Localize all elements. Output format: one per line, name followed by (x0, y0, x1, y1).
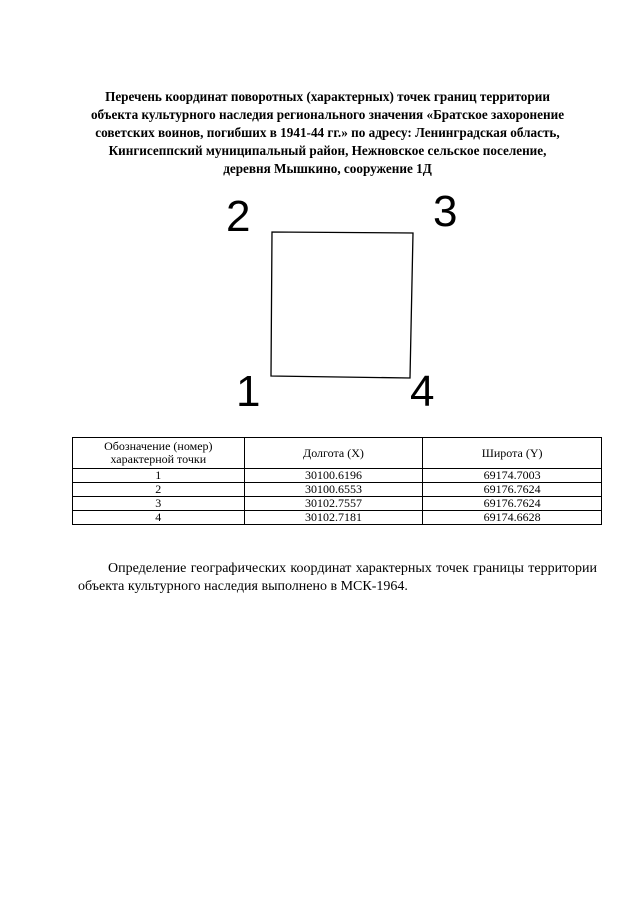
point-number-cell: 3 (73, 497, 245, 511)
boundary-polygon-drawing (0, 180, 640, 420)
longitude-cell: 30102.7181 (244, 511, 423, 525)
title-line: объекта культурного наследия регионального значения «Братское захоронение (90, 107, 565, 122)
column-header-point-number: Обозначение (номер) характерной точки (73, 438, 245, 469)
latitude-cell: 69176.7624 (423, 483, 602, 497)
document-title (60, 88, 595, 178)
point-number-cell: 4 (73, 511, 245, 525)
longitude-cell: 30100.6196 (244, 469, 423, 483)
longitude-cell: 30102.7557 (244, 497, 423, 511)
point-label-1: 1 (236, 367, 261, 416)
point-number-cell: 2 (73, 483, 245, 497)
latitude-cell: 69176.7624 (423, 497, 602, 511)
title-line: советских воинов, погибших в 1941-44 гг.» по адресу: Ленинградская область, (95, 125, 560, 140)
table-header-row (73, 438, 602, 469)
point-number-cell: 1 (73, 469, 245, 483)
coordinate-system-note: Определение географических координат характерных точек границы территории объекта культурного наследия выполнено в МСК-1964. (78, 561, 597, 594)
table-row (73, 497, 602, 511)
column-header-longitude: Долгота (X) (244, 438, 423, 469)
latitude-cell: 69174.7003 (423, 469, 602, 483)
table-row (73, 511, 602, 525)
boundary-scheme (0, 180, 640, 420)
title-line: Кингисеппский муниципальный район, Нежновское сельское поселение, (108, 143, 547, 158)
column-header-latitude: Широта (Y) (423, 438, 602, 469)
title-line: деревня Мышкино, сооружение 1Д (223, 161, 432, 176)
point-label-2: 2 (226, 192, 251, 241)
point-label-4: 4 (410, 367, 435, 416)
boundary-polygon (271, 232, 413, 378)
coordinates-table (72, 437, 602, 525)
table-row (73, 483, 602, 497)
longitude-cell: 30100.6553 (244, 483, 423, 497)
table-row (73, 469, 602, 483)
latitude-cell: 69174.6628 (423, 511, 602, 525)
point-label-3: 3 (433, 187, 458, 236)
title-line: Перечень координат поворотных (характерных) точек границ территории (105, 89, 550, 104)
